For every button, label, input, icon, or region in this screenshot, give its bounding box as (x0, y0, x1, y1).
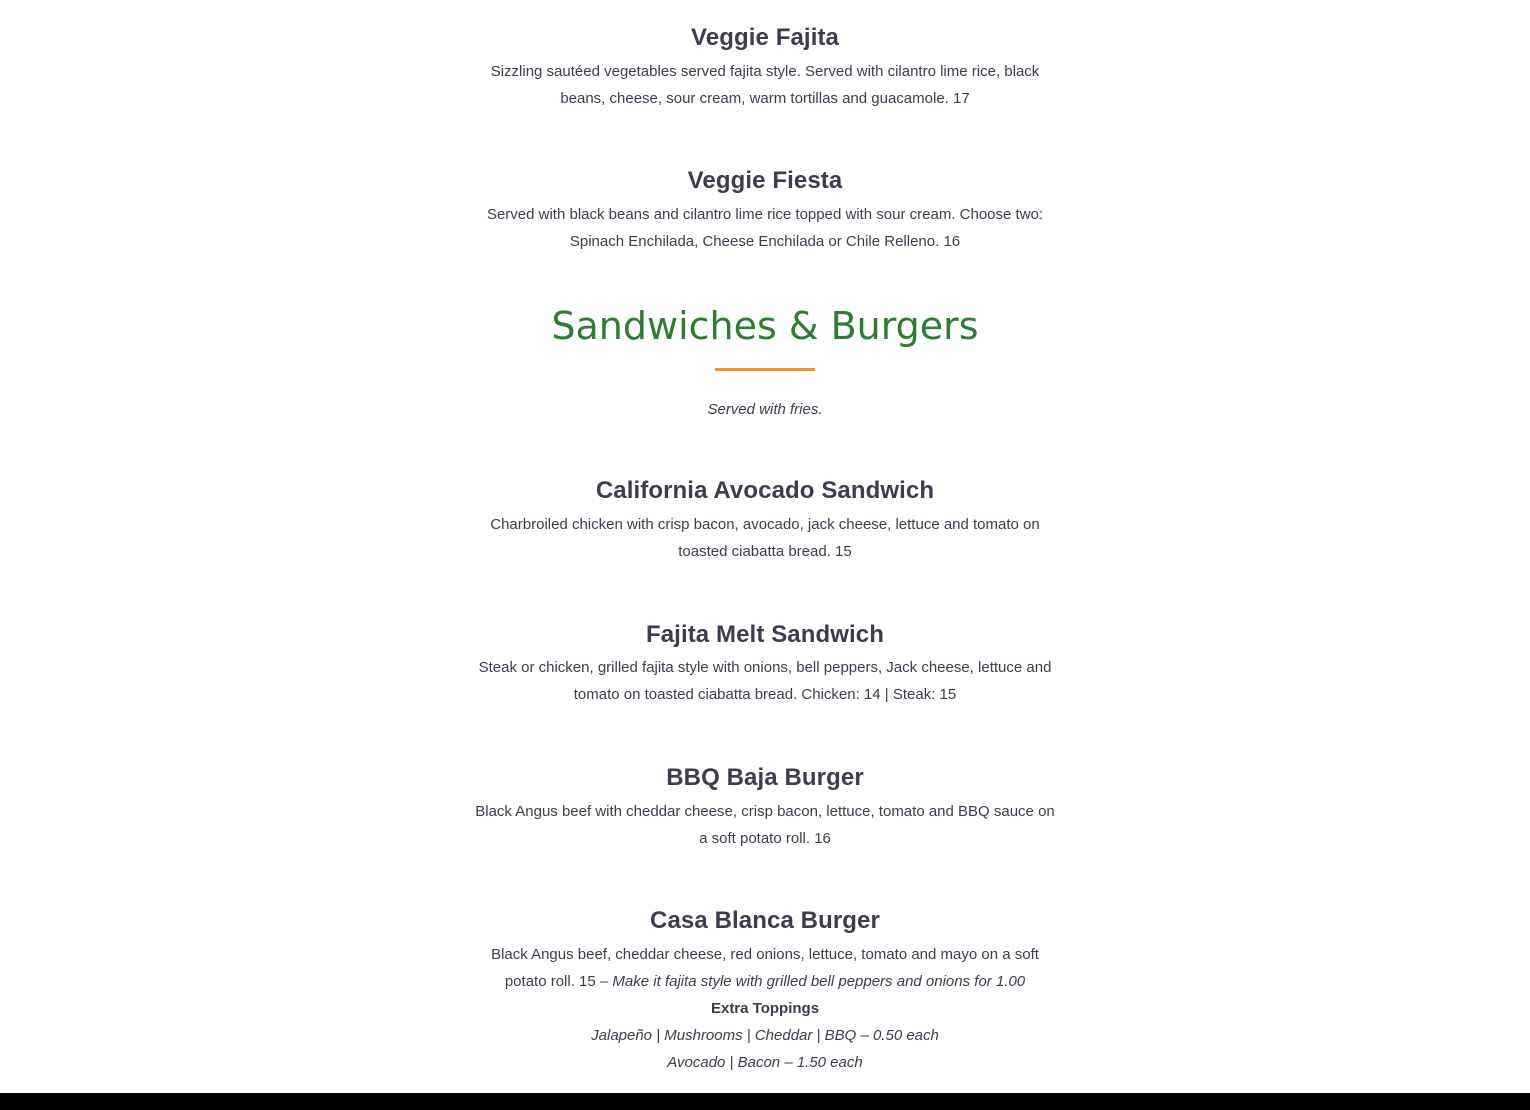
menu-item-title: Veggie Fiesta (687, 167, 843, 194)
menu-item-description-text: Black Angus beef, cheddar cheese, red onions, lettuce, tomato and mayo on a soft potato roll. 15 (491, 946, 1039, 990)
menu-item-fajita-melt-sandwich (475, 620, 1055, 708)
menu-item-title: Veggie Fajita (690, 24, 840, 51)
menu-item-title: California Avocado Sandwich (595, 477, 935, 504)
menu-item-description: Served with black beans and cilantro lime rice topped with sour cream. Choose two: Spinach Enchilada, Cheese Enchilada or Chile Relleno. 16 (486, 206, 1044, 250)
menu-item-title: BBQ Baja Burger (666, 764, 864, 791)
section-note: Served with fries. (707, 401, 823, 418)
menu-item-description: Sizzling sautéed vegetables served fajita style. Served with cilantro lime rice, black beans, cheese, sour cream, warm tortillas and guacamole. 17 (490, 63, 1040, 107)
menu-item-veggie-fiesta (475, 166, 1055, 255)
extra-toppings-line: Jalapeño | Mushrooms | Cheddar | BBQ – 0.50 each (591, 1027, 939, 1044)
menu-item-description (475, 941, 1055, 995)
menu-item-bbq-baja-burger (475, 763, 1055, 852)
section-heading: Sandwiches & Burgers (551, 304, 979, 348)
extra-toppings-heading: Extra Toppings (710, 1000, 820, 1017)
menu-item-veggie-fajita (475, 23, 1055, 112)
menu-item-title: Fajita Melt Sandwich (645, 621, 885, 648)
menu-item-description: Steak or chicken, grilled fajita style with onions, bell peppers, Jack cheese, lettuce and tomato on toasted ciabatta bread. Chicken: 14 | Steak: 15 (478, 659, 1052, 703)
section-divider (715, 368, 815, 371)
menu-item-title: Casa Blanca Burger (650, 907, 880, 934)
footer-bar (0, 1093, 1530, 1110)
menu-item-description: Charbroiled chicken with crisp bacon, avocado, jack cheese, lettuce and tomato on toasted ciabatta bread. 15 (490, 516, 1040, 560)
extra-toppings-line: Avocado | Bacon – 1.50 each (667, 1054, 863, 1071)
menu-item-casa-blanca-burger (475, 906, 1055, 1076)
menu-item-description: Black Angus beef with cheddar cheese, crisp bacon, lettuce, tomato and BBQ sauce on a soft potato roll. 16 (475, 803, 1055, 847)
menu-item-california-avocado-sandwich (475, 476, 1055, 565)
menu-item-upgrade-note: – Make it fajita style with grilled bell peppers and onions for 1.00 (595, 973, 1026, 990)
